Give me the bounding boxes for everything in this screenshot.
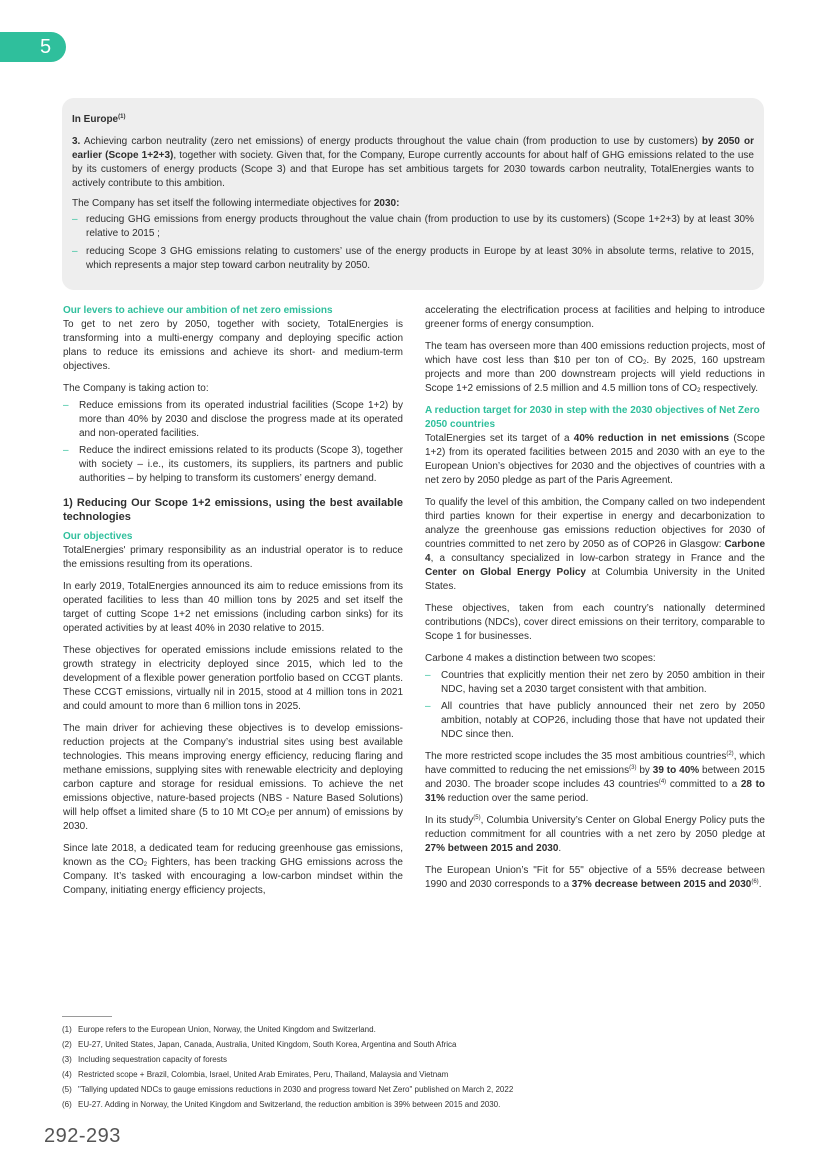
- list-item: – reducing GHG emissions from energy products throughout the value chain (from production to use by its customers) (Scope 1+2+3) by at least 30% relative to 2015 ;: [72, 213, 754, 241]
- list-item: – Reduce emissions from its operated industrial facilities (Scope 1+2) by more than 40% by 2030 and disclose the progress made at its operated and non-operated facilities.: [63, 399, 403, 441]
- paragraph: accelerating the electrification process at facilities and helping to introduce greener forms of energy consumption.: [425, 305, 765, 330]
- europe-box: [62, 98, 764, 290]
- paragraph: To qualify the level of this ambition, the Company called on two independent third parties known for their expertise in energy and decarbonization to analyze the greenhouse gas emissions reduction objectives for 2030 of countries committed to net zero by 2050 as of COP26 in Glasgow: Carbone 4, a consultancy specialized in low-carbon strategy in France and the Center on Global Energy Policy at Columbia University in the United States.: [425, 497, 765, 592]
- paragraph: The Company is taking action to:: [63, 383, 209, 394]
- paragraph: TotalEnergies' primary responsibility as an industrial operator is to reduce the emissions resulting from its operations.: [63, 545, 403, 570]
- box-paragraph-1: 3. Achieving carbon neutrality (zero net emissions) of energy products throughout the value chain (from production to use by customers) by 2050 or earlier (Scope 1+2+3), together with society. Given that, for the Company, Europe currently accounts for about half of GHG emissions related to the use by its customers of energy products (Scope 3) and that Europe has set ambitious targets for 2030 towards carbon neutrality, TotalEnergies wants to actively contribute to this ambition.: [72, 136, 754, 189]
- paragraph: These objectives, taken from each country’s nationally determined contributions (NDCs), cover direct emissions on their territory, comparable to Scope 1 for businesses.: [425, 603, 765, 642]
- scopes-list: [425, 669, 765, 742]
- objectives-heading: Our objectives: [63, 531, 133, 542]
- footnote: (6) EU-27. Adding in Norway, the United Kingdom and Switzerland, the reduction ambition is 39% between 2015 and 2030.: [62, 1100, 501, 1109]
- paragraph: In early 2019, TotalEnergies announced its aim to reduce emissions from its operated facilities to less than 40 million tons by 2025 and set itself the target of cutting Scope 1+2 net emissions (including carbon sinks) for its operated activities by at least 40% in 2030 relative to 2015.: [63, 581, 403, 634]
- target-heading: A reduction target for 2030 in step with the 2030 objectives of Net Zero 2050 countries: [425, 405, 760, 430]
- left-column: [63, 304, 403, 906]
- footnotes: [62, 1022, 762, 1112]
- box-title: In Europe$^{(1)}$: [72, 114, 126, 125]
- list-item: – Countries that explicitly mention their net zero by 2050 ambition in their NDC, having set a 2030 target consistent with that ambition.: [425, 669, 765, 697]
- paragraph: These objectives for operated emissions include emissions related to the growth strategy in electricity deployed since 2015, which led to the development of a flexible power generation portfolio based on CCGT plants. These CCGT emissions, virtually nil in 2015, stood at 4 million tons in 2021 and could amount to more than 6 million tons in 2025.: [63, 645, 403, 712]
- list-item: – reducing Scope 3 GHG emissions relating to customers’ use of the energy products in Europe by at least 30% in absolute terms, relative to 2015, which represents a major step toward carbon neutrality by 2050.: [72, 245, 754, 273]
- paragraph: In its study$^{(5)}$, Columbia University’s Center on Global Energy Policy puts the reduction commitment for all countries with a net zero by 2050 pledge at 27% between 2015 and 2030.: [425, 815, 765, 854]
- paragraph: The team has overseen more than 400 emissions reduction projects, most of which have cost less than $10 per ton of $CO_2$. By 2025, 160 upstream projects and more than 200 downstream projects will yield reductions in Scope 1+2 emissions of 2.5 million and 4.5 million tons of $CO_2$ respectively.: [425, 341, 765, 394]
- box-objectives-list: [72, 213, 754, 273]
- footnote: (1) Europe refers to the European Union, Norway, the United Kingdom and Switzerland.: [62, 1025, 376, 1034]
- section-title: 1) Reducing Our Scope 1+2 emissions, using the best available technologies: [63, 497, 403, 523]
- footnote: (3) Including sequestration capacity of forests: [62, 1055, 227, 1064]
- footnote-divider: [62, 1016, 112, 1017]
- footnote: (5) "Tallying updated NDCs to gauge emissions reductions in 2030 and progress toward Net Zero" published on March 2, 2022: [62, 1085, 514, 1094]
- paragraph: TotalEnergies set its target of a 40% reduction in net emissions (Scope 1+2) from its operated facilities between 2015 and 2030 with an eye to the European Union’s objectives for 2030 and the objectives of countries with a net zero by 2050 pledge as part of the Paris Agreement.: [425, 433, 766, 486]
- right-column: [425, 304, 765, 900]
- levers-heading: Our levers to achieve our ambition of net zero emissions: [63, 305, 333, 316]
- levers-list: [63, 399, 403, 486]
- paragraph: The more restricted scope includes the 35 most ambitious countries$^{(2)}$, which have committed to reducing the net emissions$^{(3)}$ by 39 to 40% between 2015 and 2030. The broader scope includes 43 countries$^{(4)}$ committed to a 28 to 31% reduction over the same period.: [425, 751, 766, 804]
- footnote: (4) Restricted scope + Brazil, Colombia, Israel, United Arab Emirates, Peru, Thailand, Malaysia and Vietnam: [62, 1070, 449, 1079]
- box-paragraph-2: The Company has set itself the following intermediate objectives for 2030:: [72, 198, 400, 209]
- paragraph: Since late 2018, a dedicated team for reducing greenhouse gas emissions, known as the $CO_2$ Fighters, has been tracking GHG emissions across the Company. It’s tasked with encouraging a low-carbon mindset within the Company, initiating energy efficiency projects,: [63, 843, 403, 896]
- paragraph: To get to net zero by 2050, together with society, TotalEnergies is transforming into a multi-energy company and deploying specific action plans to reduce its emissions and achieve its short- and medium-term objectives.: [63, 319, 403, 372]
- footnote: (2) EU-27, United States, Japan, Canada, Australia, United Kingdom, South Korea, Argentina and South Africa: [62, 1040, 457, 1049]
- paragraph: The European Union’s "Fit for 55" objective of a 55% decrease between 1990 and 2030 corresponds to a 37% decrease between 2015 and 2030$^{(6)}$.: [425, 865, 765, 890]
- chapter-tab: 5: [0, 32, 66, 62]
- list-item: – Reduce the indirect emissions related to its products (Scope 3), together with society – i.e., its customers, its suppliers, its partners and public authorities – by helping to transform its customers’ energy demand.: [63, 444, 403, 486]
- list-item: – All countries that have publicly announced their net zero by 2050 ambition, notably at COP26, including those that have not updated their NDC since then.: [425, 700, 765, 742]
- page-number: 292-293: [44, 1125, 121, 1147]
- paragraph: Carbone 4 makes a distinction between two scopes:: [425, 653, 656, 664]
- paragraph: The main driver for achieving these objectives is to develop emissions-reduction projects at the Company’s industrial sites using best available technologies. This means improving energy efficiency, reducing flaring and methane emissions, supplying sites with renewable electricity and deploying carbon capture and storage for residual emissions. To achieve the net emissions objective, nature-based projects (NBS - Nature Based Solutions) will help offset a limited share (5 to 10 Mt $CO_2e$ per annum) of emissions by 2030.: [63, 723, 403, 832]
